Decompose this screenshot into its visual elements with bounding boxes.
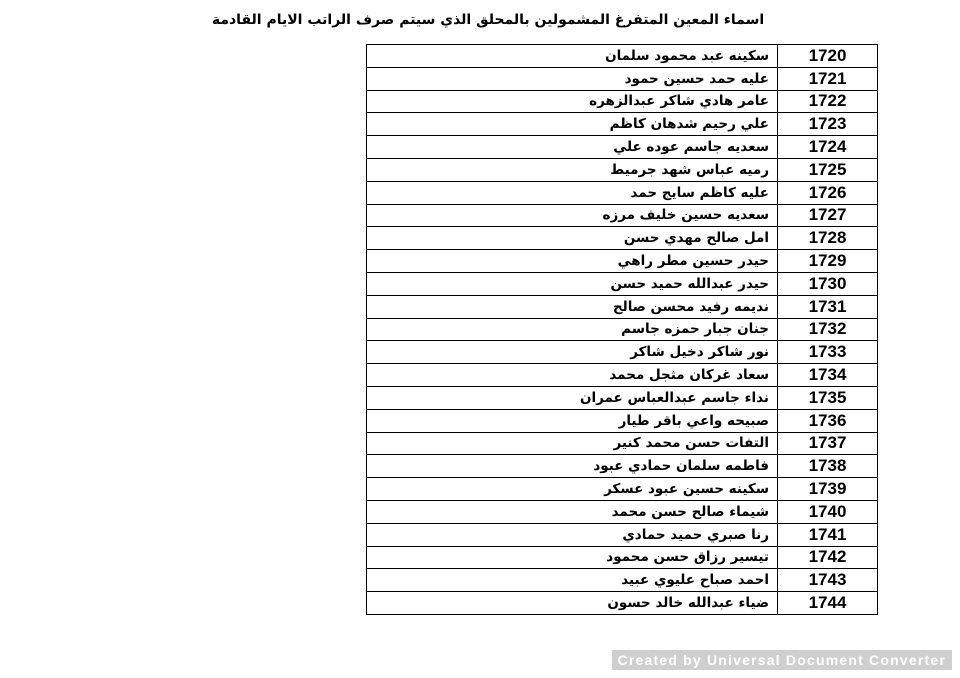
row-number: 1723	[778, 113, 878, 136]
document-title: اسماء المعين المتفرغ المشمولين بالمحلق الذي سيتم صرف الراتب الايام القادمة	[211, 12, 765, 28]
row-number: 1736	[778, 409, 878, 432]
person-name: نداء جاسم عبدالعباس عمران	[367, 386, 778, 409]
table-row	[367, 204, 878, 227]
person-name: شيماء صالح حسن محمد	[367, 500, 778, 523]
table-row	[367, 569, 878, 592]
table-row	[367, 113, 878, 136]
person-name: امل صالح مهدي حسن	[367, 227, 778, 250]
person-name: التفات حسن محمد كنير	[367, 432, 778, 455]
table-row	[367, 67, 878, 90]
person-name: حيدر حسين مطر راهي	[367, 250, 778, 273]
person-name: سعديه جاسم عوده علي	[367, 136, 778, 159]
row-number: 1720	[778, 45, 878, 68]
table-row	[367, 341, 878, 364]
row-number: 1731	[778, 295, 878, 318]
row-number: 1734	[778, 364, 878, 387]
table-row	[367, 364, 878, 387]
person-name: ضياء عبدالله خالد حسون	[367, 592, 778, 615]
person-name: رميه عباس شهد جرميط	[367, 158, 778, 181]
person-name: حيدر عبدالله حميد حسن	[367, 272, 778, 295]
person-name: سعاد غركان مثجل محمد	[367, 364, 778, 387]
row-number: 1721	[778, 67, 878, 90]
table-row	[367, 432, 878, 455]
person-name: عليه حمد حسين حمود	[367, 67, 778, 90]
row-number: 1744	[778, 592, 878, 615]
table-row	[367, 227, 878, 250]
row-number: 1729	[778, 250, 878, 273]
table-row	[367, 181, 878, 204]
table-row	[367, 45, 878, 68]
table-row	[367, 272, 878, 295]
table-row	[367, 250, 878, 273]
person-name: سكينه عبد محمود سلمان	[367, 45, 778, 68]
row-number: 1743	[778, 569, 878, 592]
row-number: 1727	[778, 204, 878, 227]
person-name: تيسير رزاق حسن محمود	[367, 546, 778, 569]
person-name: سعديه حسين خليف مرزه	[367, 204, 778, 227]
row-number: 1722	[778, 90, 878, 113]
table-row	[367, 500, 878, 523]
row-number: 1733	[778, 341, 878, 364]
row-number: 1725	[778, 158, 878, 181]
row-number: 1732	[778, 318, 878, 341]
row-number: 1741	[778, 523, 878, 546]
row-number: 1742	[778, 546, 878, 569]
row-number: 1730	[778, 272, 878, 295]
person-name: فاطمه سلمان حمادي عبود	[367, 455, 778, 478]
names-table-body	[367, 45, 878, 615]
person-name: احمد صباح عليوي عبيد	[367, 569, 778, 592]
converter-watermark: Created by Universal Document Converter	[612, 650, 952, 670]
person-name: صبيحه واعي باقر طيار	[367, 409, 778, 432]
row-number: 1726	[778, 181, 878, 204]
table-row	[367, 158, 878, 181]
row-number: 1737	[778, 432, 878, 455]
table-row	[367, 90, 878, 113]
person-name: علي رحيم شدهان كاظم	[367, 113, 778, 136]
table-row	[367, 136, 878, 159]
person-name: نديمه رفيد محسن صالح	[367, 295, 778, 318]
table-row	[367, 478, 878, 501]
table-row	[367, 295, 878, 318]
person-name: جنان جبار حمزه جاسم	[367, 318, 778, 341]
person-name: سكينه حسين عبود عسكر	[367, 478, 778, 501]
row-number: 1738	[778, 455, 878, 478]
table-row	[367, 409, 878, 432]
person-name: عليه كاظم سايج حمد	[367, 181, 778, 204]
table-row	[367, 523, 878, 546]
table-row	[367, 455, 878, 478]
names-table	[366, 44, 878, 615]
row-number: 1735	[778, 386, 878, 409]
person-name: رنا صبري حميد حمادي	[367, 523, 778, 546]
table-row	[367, 546, 878, 569]
person-name: عامر هادي شاكر عبدالزهره	[367, 90, 778, 113]
table-row	[367, 592, 878, 615]
person-name: نور شاكر دخيل شاكر	[367, 341, 778, 364]
row-number: 1728	[778, 227, 878, 250]
row-number: 1739	[778, 478, 878, 501]
table-row	[367, 386, 878, 409]
row-number: 1740	[778, 500, 878, 523]
table-row	[367, 318, 878, 341]
row-number: 1724	[778, 136, 878, 159]
